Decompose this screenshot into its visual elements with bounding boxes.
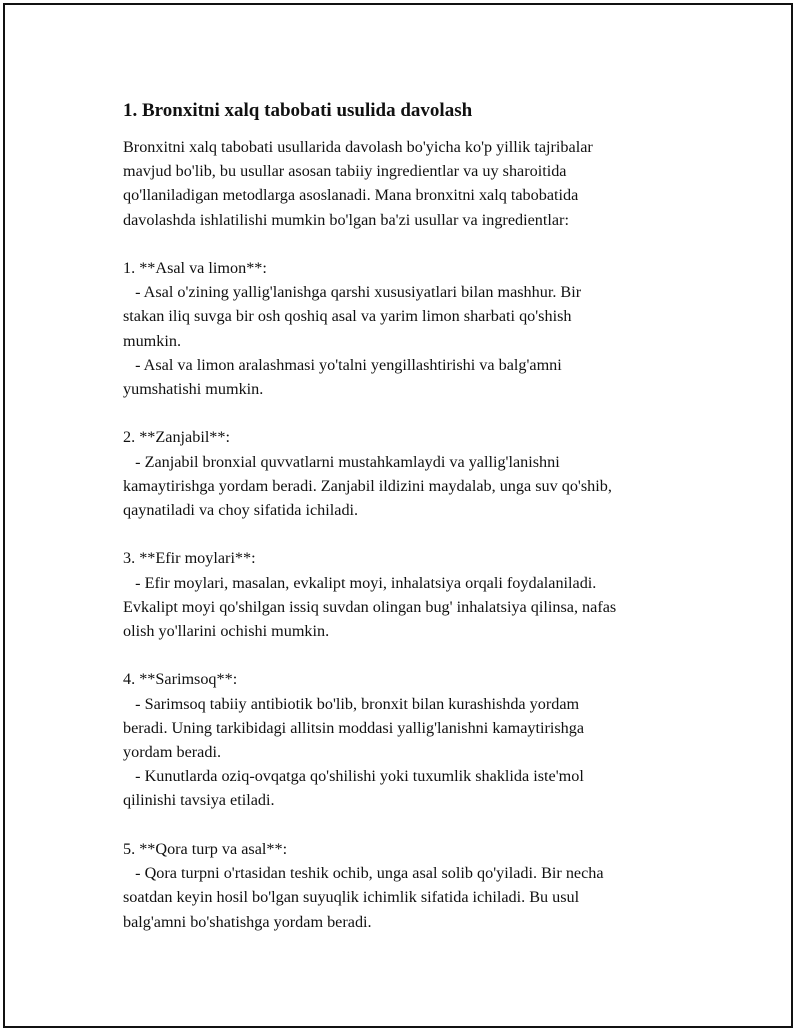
document-title: 1. Bronxitni xalq tabobati usulida davolash <box>123 100 473 121</box>
document-body: Bronxitni xalq tabobati usullarida davolash bo'yicha ko'p yillik tajribalar mavjud bo'lib, bu usullar asosan tabiiy ingredientlar va uy sharoitida qo'llaniladigan metodlarga asoslanadi. Mana bronxitni xalq tabobatida davolashda ishlatilishi mumkin bo'lgan ba'zi usullar va ingredientlar: 1. **Asal va limon**: - Asal o'zining yallig'lanishga qarshi xususiyatlari bilan mashhur. Bir stakan iliq suvga bir osh qoshiq asal va yarim limon sharbati qo'shish mumkin. - Asal va limon aralashmasi yo'talni yengillashtirishi va balg'amni yumshatishi mumkin. 2. **Zanjabil**: - Zanjabil bronxial quvvatlarni mustahkamlaydi va yallig'lanishni kamaytirishga yordam beradi. Zanjabil ildizini maydalab, unga suv qo'shib, qaynatiladi va choy sifatida ichiladi. 3. **Efir moylari**: - Efir moylari, masalan, evkalipt moyi, inhalatsiya orqali foydalaniladi. Evkalipt moyi qo'shilgan issiq suvdan olingan bug' inhalatsiya qilinsa, nafas olish yo'llarini ochishi mumkin. 4. **Sarimsoq**: - Sarimsoq tabiiy antibiotik bo'lib, bronxit bilan kurashishda yordam beradi. Uning tarkibidagi allitsin moddasi yallig'lanishni kamaytirishga yordam beradi. - Kunutlarda oziq-ovqatga qo'shilishi yoki tuxumlik shaklida iste'mol qilinishi tavsiya etiladi. 5. **Qora turp va asal**: - Qora turpni o'rtasidan teshik ochib, unga asal solib qo'yiladi. Bir necha soatdan keyin hosil bo'lgan suyuqlik ichimlik sifatida ichiladi. Bu usul balg'amni bo'shatishga yordam beradi. <box>123 138 617 931</box>
page-frame <box>3 3 793 1028</box>
document-content <box>123 99 703 934</box>
